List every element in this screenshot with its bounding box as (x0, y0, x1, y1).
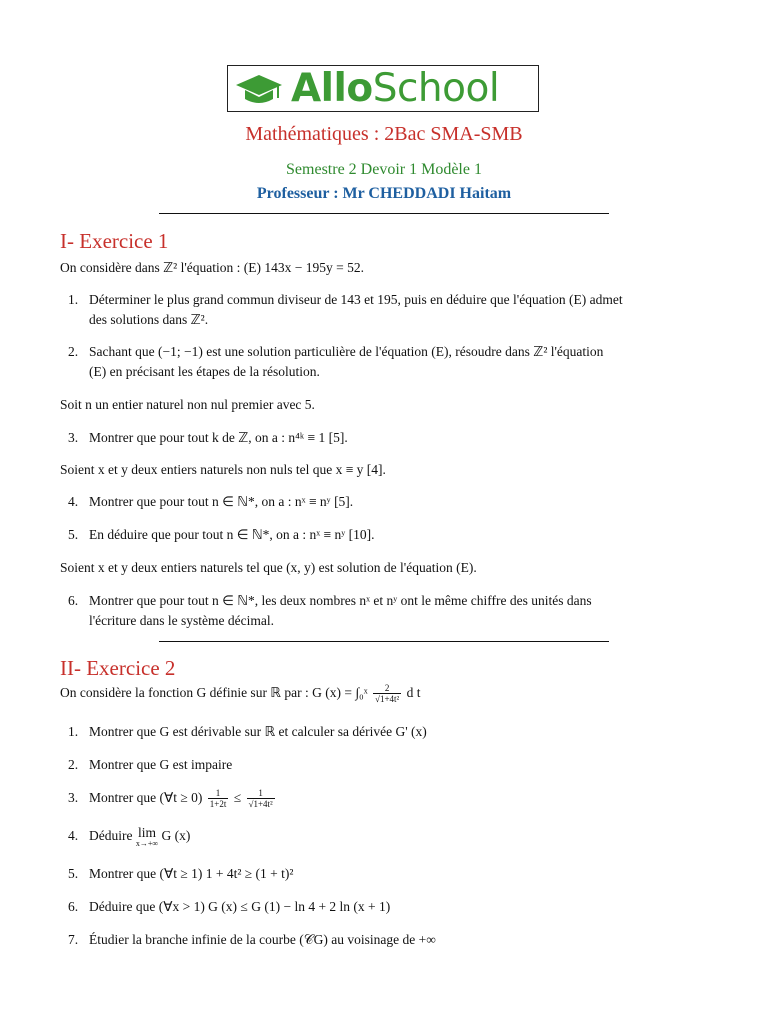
fraction-denominator: √1+4t² (248, 799, 273, 810)
question-number: 6. (68, 593, 79, 608)
question-number: 3. (68, 790, 79, 805)
intro-text: On considère la fonction G définie sur ℝ par : G (x) = ∫₀ˣ (60, 685, 368, 700)
question-text: Montrer que G est impaire (89, 757, 233, 772)
page-subtitle: Semestre 2 Devoir 1 Modèle 1 (286, 161, 482, 178)
alloschool-logo (227, 65, 539, 112)
question-number: 4. (68, 494, 79, 509)
question-number: 6. (68, 899, 79, 914)
exercise1-intro: On considère dans ℤ² l'équation : (E) 143x − 195y = 52. (60, 260, 364, 275)
question-number: 2. (68, 344, 79, 359)
graduation-cap-icon (234, 73, 284, 107)
question-number: 5. (68, 866, 79, 881)
exercise1-paragraph-1: Soit n un entier naturel non nul premier avec 5. (60, 397, 315, 412)
question-text-cont: (E) en précisant les étapes de la résolution. (89, 364, 320, 379)
logo-text: AlloSchool (291, 66, 500, 111)
question-text: Montrer que (∀t ≥ 1) 1 + 4t² ≥ (1 + t)² (89, 866, 294, 881)
question-number: 1. (68, 724, 79, 739)
fraction (373, 683, 401, 704)
question-text: Montrer que G est dérivable sur ℝ et calculer sa dérivée G' (x) (89, 724, 427, 739)
question-text-cont: des solutions dans ℤ². (89, 312, 209, 327)
question-number: 2. (68, 757, 79, 772)
exercise2-heading: II- Exercice 2 (60, 656, 176, 680)
question-text: Montrer que (∀t ≥ 0) (89, 790, 203, 805)
exercise1-paragraph-3: Soient x et y deux entiers naturels tel que (x, y) est solution de l'équation (E). (60, 560, 477, 575)
question-number: 7. (68, 932, 79, 947)
fraction-denominator: √1+4t² (375, 694, 400, 705)
exercise1-paragraph-2: Soient x et y deux entiers naturels non nuls tel que x ≡ y [4]. (60, 462, 386, 477)
fraction-right (247, 788, 275, 809)
question-number: 1. (68, 292, 79, 307)
question-text: Montrer que pour tout n ∈ ℕ*, on a : nˣ ≡ nʸ [5]. (89, 494, 354, 509)
question-text: Montrer que pour tout k de ℤ, on a : n⁴ᵏ ≡ 1 [5]. (89, 430, 348, 445)
fraction-left (208, 788, 229, 809)
question-text: Sachant que (−1; −1) est une solution particulière de l'équation (E), résoudre dans ℤ² l'équation (89, 344, 604, 359)
professor-name: Professeur : Mr CHEDDADI Haitam (256, 185, 512, 202)
question-number: 5. (68, 527, 79, 542)
question-text: Déduire que (∀x > 1) G (x) ≤ G (1) − ln 4 + 2 ln (x + 1) (89, 899, 391, 914)
fraction-numerator: 1 (208, 788, 229, 799)
question-text-end: G (x) (161, 828, 191, 843)
fraction-numerator: 2 (373, 683, 401, 694)
question-text: En déduire que pour tout n ∈ ℕ*, on a : nˣ ≡ nʸ [10]. (89, 527, 375, 542)
relation-symbol: ≤ (233, 790, 242, 805)
limit-operator (136, 826, 158, 848)
page-title: Mathématiques : 2Bac SMA-SMB (245, 123, 523, 145)
divider-middle (159, 641, 609, 642)
question-text: Étudier la branche infinie de la courbe (𝒞G) au voisinage de +∞ (89, 932, 436, 947)
question-number: 4. (68, 828, 79, 843)
limit-subscript: x→+∞ (135, 839, 159, 848)
intro-text-end: d t (406, 685, 421, 700)
question-text: Déterminer le plus grand commun diviseur de 143 et 195, puis en déduire que l'équation (E) admet (89, 292, 623, 307)
limit-label: lim (137, 825, 156, 840)
question-number: 3. (68, 430, 79, 445)
fraction-numerator: 1 (247, 788, 275, 799)
question-text: Montrer que pour tout n ∈ ℕ*, les deux nombres nˣ et nʸ ont le même chiffre des unités dans (89, 593, 592, 608)
question-text-cont: l'écriture dans le système décimal. (89, 613, 274, 628)
exercise2-intro (60, 683, 710, 704)
question-text: Déduire (89, 828, 133, 843)
exercise1-heading: I- Exercice 1 (60, 229, 169, 253)
fraction-denominator: 1+2t (209, 799, 227, 810)
divider-top (159, 213, 609, 214)
